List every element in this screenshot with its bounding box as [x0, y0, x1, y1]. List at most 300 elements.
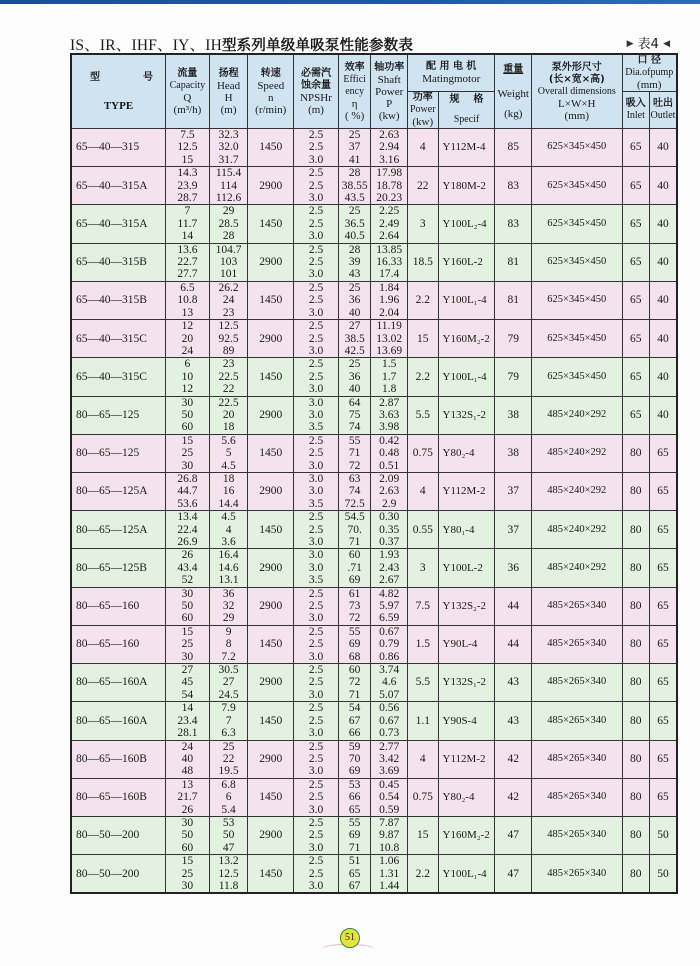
- cell-npsh: [294, 358, 339, 396]
- cell-n: 2900: [248, 587, 294, 625]
- cell-eff-value: 37: [348, 141, 361, 154]
- cell-p-value: 2.63: [379, 485, 400, 498]
- cell-h-value: 13.2: [218, 855, 239, 868]
- header-head: [209, 54, 248, 129]
- cell-p-value: 0.67: [379, 714, 400, 727]
- cell-type: 65—40—315B: [71, 281, 166, 319]
- cell-h-value: 22: [222, 383, 235, 396]
- header-dimensions: [532, 54, 622, 129]
- cell-npsh-value: 2.5: [308, 600, 324, 613]
- table-row: [71, 587, 677, 625]
- cell-h: [209, 243, 248, 281]
- cell-outlet: 65: [649, 625, 677, 663]
- header-shaft-sym: P: [386, 97, 393, 110]
- cell-dim: 485×265×340: [532, 740, 622, 778]
- cell-inlet: 65: [622, 396, 649, 434]
- cell-p: [371, 778, 408, 816]
- cell-q: [166, 587, 210, 625]
- cell-q-value: 14.3: [177, 167, 198, 180]
- cell-spec: Y132S₁-2: [438, 396, 495, 434]
- cell-power: 0.55: [408, 511, 439, 549]
- cell-dim: 485×240×292: [532, 472, 622, 510]
- cell-n: 2900: [248, 549, 294, 587]
- table-row: [71, 205, 677, 243]
- cell-weight: 42: [495, 740, 532, 778]
- cell-h: [209, 511, 248, 549]
- cell-eff: [338, 358, 371, 396]
- cell-type: 80—65—125B: [71, 549, 166, 587]
- cell-p-value: 3.74: [379, 664, 400, 677]
- cell-p-value: 0.67: [379, 625, 400, 638]
- header-motor-spec-cn: 规 格: [449, 94, 484, 105]
- cell-q-value: 40: [181, 752, 194, 765]
- header-shaft-cn: 轴功率: [374, 61, 405, 73]
- cell-h-value: 19.5: [218, 765, 239, 778]
- cell-n: 1450: [248, 358, 294, 396]
- cell-p-value: 2.64: [379, 230, 400, 243]
- cell-h-value: 12.5: [218, 867, 239, 880]
- cell-h: [209, 664, 248, 702]
- cell-npsh-value: 2.5: [308, 702, 324, 715]
- cell-q-value: 23.4: [177, 714, 198, 727]
- header-type-cn-1: 型: [90, 71, 100, 83]
- cell-eff-value: 71: [348, 536, 361, 548]
- header-dim-en: Overall dimensions: [537, 85, 616, 97]
- cell-eff-value: 70: [348, 752, 361, 765]
- cell-npsh-value: 2.5: [308, 370, 324, 383]
- cell-eff-value: 73: [348, 600, 361, 613]
- table-row: [71, 358, 677, 396]
- cell-npsh: [294, 587, 339, 625]
- cell-eff-value: 40: [348, 306, 361, 319]
- header-motor-power: [408, 92, 439, 129]
- cell-npsh: [294, 625, 339, 663]
- cell-h: [209, 625, 248, 663]
- header-dia-unit: (mm): [637, 79, 662, 91]
- cell-p: [371, 664, 408, 702]
- cell-h-value: 14.4: [218, 497, 239, 510]
- cell-inlet: 65: [622, 129, 649, 167]
- cell-npsh-value: 3.0: [308, 841, 324, 854]
- cell-p-value: 1.31: [379, 867, 400, 880]
- cell-h-value: 115.4: [215, 167, 242, 180]
- header-outlet-en: Outlet: [650, 110, 676, 121]
- cell-p: [371, 129, 408, 167]
- cell-outlet: 40: [649, 243, 677, 281]
- cell-npsh-value: 3.0: [308, 803, 324, 816]
- cell-npsh-value: 3.0: [308, 727, 324, 740]
- table-row: [71, 625, 677, 663]
- cell-power: 3: [408, 549, 439, 587]
- cell-type: 80—65—160A: [71, 664, 166, 702]
- cell-n: 1450: [248, 855, 294, 894]
- cell-npsh-value: 3.0: [308, 650, 324, 663]
- cell-outlet: 40: [649, 281, 677, 319]
- table-row: [71, 167, 677, 205]
- cell-npsh-value: 3.0: [308, 765, 324, 778]
- cell-p-value: 1.8: [382, 383, 397, 396]
- cell-p-value: 0.54: [379, 791, 400, 804]
- cell-outlet: 40: [649, 320, 677, 358]
- cell-q-value: 27.7: [177, 268, 198, 281]
- cell-h-value: 20: [222, 408, 235, 421]
- cell-spec: Y160L-2: [438, 243, 495, 281]
- cell-spec: Y100L₁-4: [438, 358, 495, 396]
- cell-weight: 47: [495, 816, 532, 854]
- cell-outlet: 65: [649, 740, 677, 778]
- cell-h-value: 18: [222, 421, 235, 434]
- cell-p-value: 1.44: [379, 879, 400, 892]
- cell-npsh-value: 3.0: [308, 306, 324, 319]
- cell-npsh-value: 2.5: [308, 511, 324, 524]
- cell-npsh-value: 3.0: [308, 879, 324, 892]
- header-speed-sym: n: [268, 91, 274, 104]
- cell-inlet: 80: [622, 625, 649, 663]
- cell-dim: 485×265×340: [532, 816, 622, 854]
- header-efficiency: [338, 54, 371, 129]
- cell-q-value: 50: [181, 408, 194, 421]
- header-motor: [408, 54, 495, 92]
- cell-h-value: 104.7: [215, 243, 242, 256]
- cell-spec: Y132S₂-2: [438, 587, 495, 625]
- cell-q: [166, 625, 210, 663]
- cell-npsh: [294, 740, 339, 778]
- cell-npsh: [294, 702, 339, 740]
- cell-q-value: 25: [181, 447, 194, 460]
- cell-h: [209, 281, 248, 319]
- cell-npsh-value: 2.5: [308, 447, 324, 460]
- cell-eff-value: 28: [348, 243, 361, 256]
- cell-p-value: 1.96: [379, 294, 400, 307]
- table-row: [71, 129, 677, 167]
- cell-npsh-value: 2.5: [308, 829, 324, 842]
- cell-dim: 485×265×340: [532, 855, 622, 894]
- cell-q-value: 24: [181, 740, 194, 753]
- cell-q-value: 15: [181, 153, 194, 166]
- cell-inlet: 80: [622, 702, 649, 740]
- header-motor-en: Matingmotor: [422, 73, 481, 85]
- cell-p: [371, 549, 408, 587]
- cell-npsh-value: 2.5: [308, 243, 324, 256]
- cell-inlet: 80: [622, 740, 649, 778]
- header-npsh-unit: (m): [308, 103, 324, 116]
- cell-type: 65—40—315B: [71, 243, 166, 281]
- header-eff-unit: ( %): [345, 109, 365, 122]
- cell-npsh-value: 3.0: [308, 549, 324, 562]
- cell-q-value: 28.1: [177, 727, 198, 740]
- cell-weight: 81: [495, 281, 532, 319]
- cell-npsh-value: 2.5: [308, 129, 324, 141]
- cell-npsh-value: 3.0: [308, 268, 324, 281]
- cell-inlet: 65: [622, 358, 649, 396]
- header-eff-en-2: ency: [345, 85, 365, 97]
- cell-spec: Y180M-2: [438, 167, 495, 205]
- cell-eff: [338, 625, 371, 663]
- cell-outlet: 40: [649, 396, 677, 434]
- cell-npsh: [294, 816, 339, 854]
- cell-eff-value: 53: [348, 778, 361, 791]
- cell-weight: 42: [495, 778, 532, 816]
- cell-q-value: 45: [181, 676, 194, 689]
- cell-eff: [338, 549, 371, 587]
- cell-p: [371, 472, 408, 510]
- cell-npsh-value: 2.5: [308, 256, 324, 269]
- triangle-left-icon: ◀: [663, 39, 670, 49]
- cell-npsh-value: 2.5: [308, 205, 324, 218]
- cell-q-value: 26.8: [177, 472, 198, 485]
- cell-q-value: 27: [181, 664, 194, 677]
- cell-p-value: 16.33: [376, 256, 403, 269]
- cell-eff-value: .71: [347, 561, 362, 574]
- cell-inlet: 80: [622, 434, 649, 472]
- cell-eff: [338, 320, 371, 358]
- cell-eff: [338, 778, 371, 816]
- cell-type: 80—65—125A: [71, 472, 166, 510]
- cell-h: [209, 320, 248, 358]
- cell-p-value: 3.69: [379, 765, 400, 778]
- cell-npsh-value: 3.0: [308, 536, 324, 548]
- cell-p-value: 0.48: [379, 447, 400, 460]
- cell-q-value: 26.9: [177, 536, 198, 548]
- cell-n: 1450: [248, 625, 294, 663]
- cell-q-value: 44.7: [177, 485, 198, 498]
- cell-q: [166, 434, 210, 472]
- cell-npsh-value: 3.0: [308, 344, 324, 357]
- table-row: [71, 549, 677, 587]
- cell-eff-value: 69: [348, 574, 361, 587]
- cell-q-value: 28.7: [177, 192, 198, 205]
- cell-q-value: 26: [181, 803, 194, 816]
- cell-n: 2900: [248, 740, 294, 778]
- cell-h-value: 25: [222, 740, 235, 753]
- cell-h-value: 4: [225, 523, 232, 536]
- cell-npsh: [294, 778, 339, 816]
- performance-table-wrap: [70, 53, 678, 894]
- cell-eff-value: 67: [348, 714, 361, 727]
- cell-eff-value: 43: [348, 268, 361, 281]
- cell-npsh-value: 2.5: [308, 294, 324, 307]
- cell-npsh-value: 3.5: [308, 421, 324, 434]
- cell-h-value: 16: [222, 485, 235, 498]
- cell-power: 2.2: [408, 855, 439, 894]
- cell-p: [371, 434, 408, 472]
- cell-p-value: 3.98: [379, 421, 400, 434]
- cell-npsh: [294, 320, 339, 358]
- cell-p-value: 0.86: [379, 650, 400, 663]
- header-dim-cn-1: 泵外形尺寸: [551, 61, 602, 73]
- cell-npsh-value: 2.5: [308, 332, 324, 345]
- cell-npsh-value: 3.5: [308, 497, 324, 510]
- cell-h-value: 9: [225, 625, 232, 638]
- cell-dim: 485×240×292: [532, 434, 622, 472]
- cell-p-value: 0.73: [379, 727, 400, 740]
- cell-h-value: 53: [222, 816, 235, 829]
- cell-power: 1.1: [408, 702, 439, 740]
- cell-p-value: 1.84: [379, 281, 400, 294]
- cell-eff-value: 38.55: [341, 179, 368, 192]
- cell-h-value: 8: [225, 638, 232, 651]
- cell-h-value: 6: [225, 791, 232, 804]
- cell-q-value: 60: [181, 421, 194, 434]
- cell-p-value: 2.09: [379, 472, 400, 485]
- cell-spec: Y80₂-4: [438, 778, 495, 816]
- cell-q-value: 43.4: [177, 561, 198, 574]
- cell-q-value: 10.8: [177, 294, 198, 307]
- header-weight-unit: (kg): [504, 107, 523, 120]
- cell-h-value: 5.4: [221, 803, 236, 816]
- cell-h: [209, 205, 248, 243]
- cell-power: 15: [408, 816, 439, 854]
- header-npsh-en: NPSHr: [300, 91, 332, 104]
- cell-p-value: 6.59: [379, 612, 400, 625]
- cell-q-value: 20: [181, 332, 194, 345]
- cell-eff: [338, 511, 371, 549]
- cell-eff-value: 72: [348, 459, 361, 472]
- cell-dim: 485×265×340: [532, 664, 622, 702]
- cell-weight: 79: [495, 320, 532, 358]
- table-row: [71, 281, 677, 319]
- cell-dim: 625×345×450: [532, 205, 622, 243]
- cell-eff: [338, 664, 371, 702]
- cell-eff-value: 75: [348, 408, 361, 421]
- cell-eff-value: 38.5: [344, 332, 365, 345]
- cell-eff-value: 25: [348, 129, 361, 141]
- cell-outlet: 65: [649, 472, 677, 510]
- cell-weight: 44: [495, 625, 532, 663]
- cell-npsh-value: 2.5: [308, 714, 324, 727]
- cell-q-value: 11.7: [177, 217, 198, 230]
- cell-q-value: 26: [181, 549, 194, 562]
- cell-h-value: 7.9: [221, 702, 236, 715]
- header-inlet-en: Inlet: [626, 110, 645, 121]
- cell-npsh-value: 2.5: [308, 791, 324, 804]
- cell-eff-value: 36: [348, 370, 361, 383]
- cell-inlet: 80: [622, 855, 649, 894]
- cell-p-value: 2.25: [379, 205, 400, 218]
- cell-q: [166, 205, 210, 243]
- cell-outlet: 40: [649, 358, 677, 396]
- cell-type: 80—65—125: [71, 396, 166, 434]
- cell-p: [371, 396, 408, 434]
- cell-p-value: 2.63: [379, 129, 400, 141]
- cell-eff-value: 71: [348, 447, 361, 460]
- header-outlet: [649, 92, 677, 129]
- cell-h-value: 26.2: [218, 281, 239, 294]
- table-row: [71, 472, 677, 510]
- cell-q-value: 13: [181, 306, 194, 319]
- header-type: [71, 54, 166, 129]
- cell-n: 2900: [248, 664, 294, 702]
- cell-p-value: 4.6: [382, 676, 397, 689]
- cell-inlet: 80: [622, 664, 649, 702]
- cell-npsh-value: 2.5: [308, 179, 324, 192]
- cell-outlet: 65: [649, 587, 677, 625]
- header-head-cn: 扬程: [218, 67, 239, 79]
- cell-weight: 38: [495, 434, 532, 472]
- cell-eff: [338, 281, 371, 319]
- cell-eff: [338, 472, 371, 510]
- cell-p-value: 18.78: [376, 179, 403, 192]
- cell-q: [166, 511, 210, 549]
- cell-eff: [338, 205, 371, 243]
- cell-dim: 625×345×450: [532, 320, 622, 358]
- cell-inlet: 65: [622, 281, 649, 319]
- cell-spec: Y80₂-4: [438, 434, 495, 472]
- cell-p-value: 1.93: [379, 549, 400, 562]
- header-shaft-en-2: Power: [375, 85, 404, 98]
- cell-type: 80—65—160B: [71, 778, 166, 816]
- cell-npsh-value: 3.5: [308, 574, 324, 587]
- table-row: [71, 778, 677, 816]
- cell-h: [209, 816, 248, 854]
- cell-npsh-value: 2.5: [308, 167, 324, 180]
- cell-npsh-value: 3.0: [308, 612, 324, 625]
- cell-eff-value: 61: [348, 587, 361, 600]
- cell-npsh-value: 3.0: [308, 192, 324, 205]
- cell-q-value: 15: [181, 625, 194, 638]
- cell-inlet: 80: [622, 472, 649, 510]
- cell-npsh-value: 2.5: [308, 855, 324, 868]
- cell-npsh: [294, 855, 339, 894]
- header-speed-cn: 转速: [260, 67, 281, 79]
- cell-p-value: 13.69: [376, 344, 403, 357]
- cell-n: 1450: [248, 702, 294, 740]
- cell-h-value: 23: [222, 358, 235, 371]
- cell-eff-value: 66: [348, 727, 361, 740]
- cell-h-value: 28: [222, 230, 235, 243]
- cell-eff: [338, 129, 371, 167]
- cell-eff: [338, 396, 371, 434]
- cell-eff-value: 64: [348, 396, 361, 409]
- cell-p-value: 17.4: [379, 268, 400, 281]
- cell-q-value: 30: [181, 587, 194, 600]
- cell-eff-value: 63: [348, 472, 361, 485]
- cell-p: [371, 205, 408, 243]
- cell-eff-value: 25: [348, 205, 361, 218]
- cell-p: [371, 816, 408, 854]
- cell-type: 80—65—160: [71, 587, 166, 625]
- cell-p: [371, 281, 408, 319]
- cell-npsh-value: 3.0: [308, 153, 324, 166]
- cell-h: [209, 129, 248, 167]
- cell-q: [166, 243, 210, 281]
- cell-type: 80—50—200: [71, 816, 166, 854]
- cell-h-value: 32.3: [218, 129, 239, 141]
- cell-p-value: 0.59: [379, 803, 400, 816]
- cell-inlet: 65: [622, 243, 649, 281]
- cell-h-value: 5: [225, 447, 232, 460]
- cell-inlet: 65: [622, 167, 649, 205]
- cell-inlet: 65: [622, 205, 649, 243]
- cell-outlet: 40: [649, 167, 677, 205]
- cell-p-value: 0.30: [379, 511, 400, 524]
- table-row: [71, 702, 677, 740]
- cell-q-value: 21.7: [177, 791, 198, 804]
- cell-h-value: 23: [222, 306, 235, 319]
- cell-p-value: 9.87: [379, 829, 400, 842]
- cell-dim: 485×240×292: [532, 396, 622, 434]
- header-capacity-sym: Q: [183, 91, 192, 104]
- cell-q-value: 14: [181, 702, 194, 715]
- cell-h-value: 30.5: [218, 664, 239, 677]
- table-row: [71, 740, 677, 778]
- cell-spec: Y160M₂-2: [438, 320, 495, 358]
- cell-p-value: 17.98: [376, 167, 403, 180]
- cell-eff-value: 42.5: [344, 344, 365, 357]
- cell-outlet: 50: [649, 816, 677, 854]
- cell-p-value: 1.5: [382, 358, 397, 371]
- cell-npsh: [294, 167, 339, 205]
